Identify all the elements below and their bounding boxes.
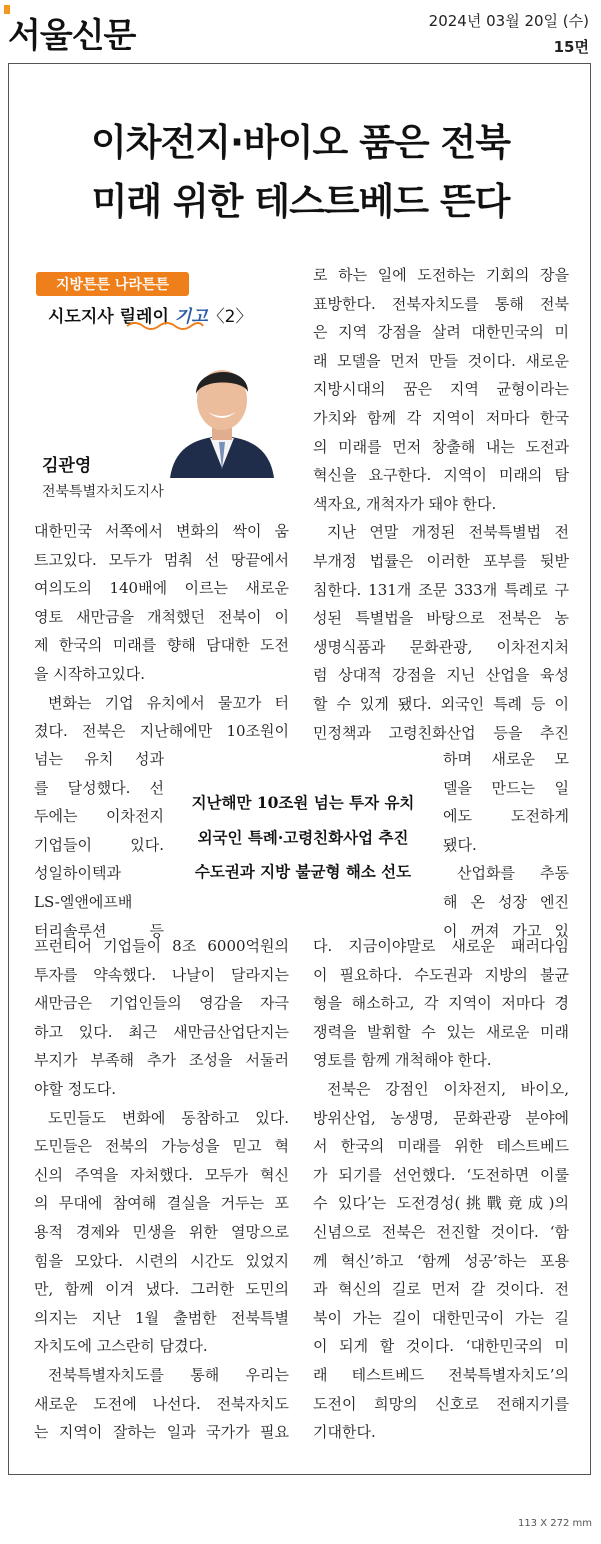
body-line: 성일하이텍과	[34, 864, 121, 883]
body-line: 방위산업, 농생명, 문화관광 분야에	[313, 1108, 569, 1127]
logo-accent-mark	[4, 5, 10, 14]
body-line: 넘는 유치 성과	[34, 750, 164, 768]
body-left-top	[34, 517, 289, 746]
body-line: 색자요, 개척자가 돼야 한다.	[313, 494, 497, 513]
body-line: 쟁력을 발휘할 수 있는 새로운 미래	[313, 1022, 569, 1041]
body-line: 를 달성했다. 선	[34, 778, 164, 797]
series-kigo-label: 기고	[174, 307, 208, 327]
body-line: 새만금은 기업인들의 영감을 자극	[34, 994, 289, 1013]
decorative-wave-icon	[125, 320, 205, 332]
headline-line-1: 이차전지·바이오 품은 전북	[91, 121, 510, 164]
body-line: 도민들은 전북의 가능성을 믿고 혁	[34, 1137, 289, 1156]
masthead-logo	[8, 8, 135, 57]
body-line: 전북특별자치도를 통해 우리는	[48, 1365, 289, 1384]
body-line: 프런티어 기업들이 8조 6000억원의	[34, 937, 289, 955]
body-line: 생명식품과 문화관광, 이차전지처	[313, 637, 569, 656]
body-line: 의지는 지난 1월 출범한 전북특별	[34, 1308, 289, 1327]
body-line: LS-엘앤에프배	[34, 892, 133, 911]
author-name: 김관영	[42, 456, 92, 476]
body-line: 하며 새로운 모	[443, 750, 569, 768]
series-number: 〈2〉	[207, 307, 253, 327]
body-line: 신의 주역을 자처했다. 모두가 혁신	[34, 1165, 289, 1184]
author-portrait	[152, 350, 292, 478]
body-line: 서 한국의 미래를 위한 테스트베드	[313, 1137, 569, 1156]
body-line: 터리솔루션 등	[34, 921, 164, 940]
body-line: 도민들도 변화에 동참하고 있다.	[48, 1108, 289, 1127]
body-line: 트고있다. 모두가 멈춰 선 땅끝에서	[34, 550, 289, 569]
newspaper-name: 서울신문	[8, 16, 136, 56]
body-line: 이 되게 할 것이다. ‘대한민국의 미	[313, 1337, 569, 1356]
body-line: 에도 도전하게	[443, 807, 569, 826]
body-line: 전북은 강점인 이차전지, 바이오,	[327, 1079, 569, 1098]
body-right-bottom	[313, 932, 569, 1447]
body-line: 형을 해소하고, 각 지역이 저마다 경	[313, 994, 569, 1013]
body-line: 영토 새만금을 개척했던 전북이 이	[34, 607, 289, 626]
body-line: 표방한다. 전북자치도를 통해 전북	[313, 294, 569, 313]
body-line: 침한다. 131개 조문 333개 특례로 구	[313, 580, 569, 599]
body-line: 힘을 모았다. 시련의 시간도 있었지	[34, 1251, 289, 1270]
body-line: 가치와 함께 각 지역이 저마다 한국	[313, 408, 569, 427]
body-line: 의 미래를 먼저 창출해 내는 도전과	[313, 437, 569, 456]
body-line: 혁신을 요구한다. 지역이 미래의 탐	[313, 466, 569, 485]
body-line: 하고 있다. 최근 새만금산업단지는	[34, 1022, 289, 1041]
body-line: 이 필요하다. 수도권과 지방의 불균	[313, 965, 569, 984]
body-line: 용적 경제와 민생을 위한 열망으로	[34, 1222, 289, 1241]
author-title: 전북특별자치도지사	[42, 484, 164, 500]
body-line: 변화는 기업 유치에서 물꼬가 터	[48, 693, 289, 712]
body-line: 새로운 도전에 나선다. 전북자치도	[34, 1394, 289, 1413]
body-left-bottom	[34, 932, 289, 1447]
body-line: 부지가 부족해 추가 조성을 서둘러	[34, 1051, 289, 1070]
body-line: 과 혁신의 길로 먼저 갈 것이다. 전	[313, 1280, 569, 1299]
body-line: 부개정 법률은 이러한 포부를 뒷받	[313, 551, 569, 570]
body-line: 할 수 있게 됐다. 외국인 특례 등 이	[313, 694, 569, 713]
pull-quote-line: 지난해만 10조원 넘는 투자 유치	[191, 793, 415, 812]
body-line: 됐다.	[443, 835, 477, 854]
body-line: 성된 특별법을 바탕으로 전북은 농	[313, 609, 569, 628]
body-line: 래 모델을 먼저 만들 것이다. 새로운	[313, 351, 569, 370]
publication-date: 2024년 03월 20일 (수)	[428, 12, 589, 30]
body-line: 대한민국 서쪽에서 변화의 싹이 움	[34, 522, 289, 540]
headline-line-2: 미래 위한 테스트베드 뜬다	[91, 180, 510, 223]
body-line: 북이 가는 길이 대한민국이 가는 길	[313, 1308, 569, 1327]
clipping-size: 113 X 272 mm	[517, 1518, 592, 1529]
series-relay-label: 시도지사 릴레이	[48, 307, 169, 327]
body-line: 럼 상대적 강점을 지닌 산업을 육성	[313, 666, 569, 685]
body-line: 께 혁신’하고 ‘함께 성공’하는 포용	[313, 1251, 569, 1270]
body-line: 신념으로 전북은 전진할 것이다. ‘함	[313, 1222, 569, 1241]
body-line: 수 있다’는 도전경성(挑戰竟成)의	[313, 1194, 569, 1213]
body-line: 만, 함께 이겨 냈다. 그러한 도민의	[34, 1280, 289, 1299]
body-line: 지난 연말 개정된 전북특별법 전	[327, 523, 569, 542]
body-line: 여의도의 140배에 이르는 새로운	[34, 579, 289, 598]
body-line: 두에는 이차전지	[34, 807, 164, 826]
pull-quote	[168, 786, 438, 890]
body-line: 해 온 성장 엔진	[443, 892, 569, 911]
body-line: 은 지역 강점을 살려 대한민국의 미	[313, 323, 569, 342]
body-line: 의 무대에 참여해 결실을 거두는 포	[34, 1194, 289, 1213]
body-line: 민정책과 고령친화산업 등을 추진	[313, 723, 569, 742]
body-line: 투자를 약속했다. 나날이 달라지는	[34, 965, 289, 984]
body-line: 제 한국의 미래를 향해 담대한 도전	[34, 636, 289, 655]
body-line: 다. 지금이야말로 새로운 패러다임	[313, 937, 569, 955]
series-badge: 지방튼튼 나라튼튼	[36, 272, 189, 296]
body-line: 을 시작하고있다.	[34, 664, 145, 683]
body-line: 기대한다.	[313, 1423, 376, 1442]
body-right-narrow	[443, 745, 569, 945]
body-line: 델을 만드는 일	[443, 778, 569, 797]
body-line: 가 되기를 선언했다. ‘도전하면 이룰	[313, 1165, 569, 1184]
body-line: 이 꺼져 가고 있	[443, 921, 569, 940]
body-line: 는 지역이 잘하는 일과 국가가 필요	[34, 1423, 289, 1442]
pull-quote-line: 수도권과 지방 불균형 해소 선도	[194, 862, 412, 881]
body-line: 래 테스트베드 전북특별자치도’의	[313, 1365, 569, 1384]
body-line: 야할 정도다.	[34, 1079, 116, 1098]
body-right-top	[313, 261, 569, 747]
body-left-narrow	[34, 745, 164, 945]
body-line: 졌다. 전북은 지난해에만 10조원이	[34, 722, 289, 741]
body-line: 기업들이 있다.	[34, 835, 164, 854]
body-line: 지방시대의 꿈은 지역 균형이라는	[313, 380, 569, 399]
body-line: 로 하는 일에 도전하는 기회의 장을	[313, 266, 569, 284]
body-line: 도전이 희망의 신호로 전해지기를	[313, 1394, 569, 1413]
page-number: 15면	[553, 38, 589, 56]
body-line: 산업화를 추동	[457, 864, 569, 883]
pull-quote-line: 외국인 특례·고령친화사업 추진	[197, 827, 409, 847]
body-line: 자치도에 고스란히 담겼다.	[34, 1337, 208, 1356]
body-line: 영토를 함께 개척해야 한다.	[313, 1051, 492, 1070]
